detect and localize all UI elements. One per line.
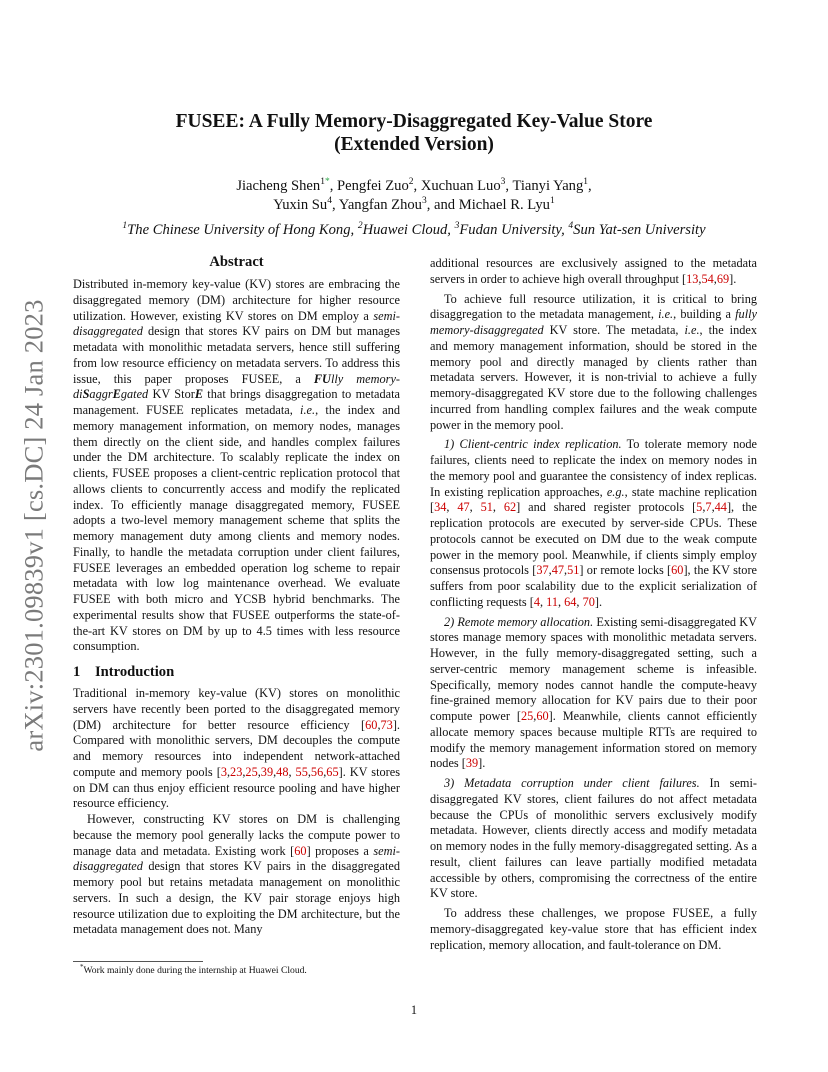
arxiv-stamp: arXiv:2301.09839v1 [cs.DC] 24 Jan 2023 <box>18 298 49 752</box>
paper-title-line-1: FUSEE: A Fully Memory-Disaggregated Key-Value Store <box>175 111 653 132</box>
right-column <box>430 256 757 953</box>
footnote: *Work mainly done during the internship at Huawei Cloud. <box>80 962 307 976</box>
intro-paragraph-proposal: To address these challenges, we propose FUSEE, a fully memory-disaggregated key-value store that has efficient index replication, memory allocation, and fault-tolerance on DM. <box>430 906 757 952</box>
challenge-memory-allocation: 2) Remote memory allocation. Existing semi-disaggregated KV stores manage memory spaces with monolithic metadata servers. However, in the fully memory-disaggregated setting, such a server-centric memory management scheme is infeasible. Specifically, memory nodes cannot handle the compute-heavy fine-grained memory allocation for KV pairs due to their poor compute power [25,60]. Meanwhile, clients cannot efficiently allocate memory spaces because multiple RTTs are required to modify the memory management information stored on memory nodes [39]. <box>430 614 757 771</box>
intro-paragraph-continued: additional resources are exclusively assigned to the metadata servers in order to achieve high overall throughput [13,54,69]. <box>430 256 757 286</box>
abstract-heading: Abstract <box>209 254 264 270</box>
authors-line-1: Jiacheng Shen$^{1*}$, Pengfei Zuo$^2$, Xuchuan Luo$^3$, Tianyi Yang$^1$, <box>236 177 592 194</box>
affiliations: $^1$The Chinese University of Hong Kong, $^2$Huawei Cloud, $^3$Fudan University, $^4$Sun Yat-sen University <box>122 221 706 238</box>
section-number: 1 <box>73 664 81 680</box>
footnote-rule <box>73 961 203 962</box>
intro-paragraph-2: However, constructing KV stores on DM is challenging because the memory pool generally lacks the compute power to manage data and metadata. Existing work [60] proposes a semi-disaggregated design that stores KV pairs in the disaggregated memory pool but retains metadata management on monolithic servers. In such a design, the KV pair storage enjoys high resource utilization due to exploiting the DM architecture, but the metadata management does not. Many <box>73 812 400 937</box>
authors-line-2: Yuxin Su$^4$, Yangfan Zhou$^3$, and Michael R. Lyu$^1$ <box>273 196 555 213</box>
intro-paragraph-3: To achieve full resource utilization, it is critical to bring disaggregation to the metadata management, i.e., building a fully memory-disaggregated KV store. The metadata, i.e., the index and memory management information, should be stored in the memory pool and directly managed by clients rather than metadata servers. However, it is non-trivial to achieve a fully memory-disaggregated KV store due to the following challenges incurred from handling complex failures and the weak compute power in the memory pool. <box>430 291 757 432</box>
section-heading-introduction <box>73 662 400 682</box>
challenge-metadata-corruption: 3) Metadata corruption under client failures. In semi-disaggregated KV stores, client failures do not affect metadata because the CPUs of monolithic servers exclusively modify metadata. However, clients directly access and modify metadata on memory nodes in the fully memory-disaggregated setting. As a result, client failures can leave partially modified metadata accessible by others, compromising the correctness of the entire KV store. <box>430 776 757 901</box>
intro-paragraph-1: Traditional in-memory key-value (KV) stores on monolithic servers have recently been ported to the disaggregated memory (DM) architecture for better resource efficiency [60,73]. Compared with monolithic servers, DM decouples the compute and memory resources into independent network-attached compute and memory pools [3,23,25,39,48, 55,56,65]. KV stores on DM can thus enjoy efficient resource pooling and have higher resource efficiency. <box>73 686 400 811</box>
paper-title-line-2: (Extended Version) <box>334 134 494 155</box>
challenge-index-replication: 1) Client-centric index replication. To tolerate memory node failures, clients need to replicate the index on memory nodes in the memory pool and guarantee the consistency of index replicas. In existing replication approaches, e.g., state machine replication [34, 47, 51, 62] and shared register protocols [5,7,44], the replication protocols are executed by server-side CPUs. These protocols cannot be executed on DM due to the weak compute power in the memory pool. Meanwhile, if clients simply employ consensus protocols [37,47,51] or remote locks [60], the KV store suffers from poor scalability due to the explicit serialization of conflicting requests [4, 11, 64, 70]. <box>430 437 758 609</box>
section-title: Introduction <box>95 664 175 680</box>
abstract-text: Distributed in-memory key-value (KV) stores are embracing the disaggregated memory (DM) architecture for higher resource utilization. However, existing KV stores on DM employ a semi-disaggregated design that stores KV pairs on DM but manages metadata with monolithic metadata servers, hence still suffering from low resource efficiency on metadata servers. To address this issue, this paper proposes FUSEE, a FUlly memory-diSaggrEgated KV StorE that brings disaggregation to metadata management. FUSEE replicates metadata, i.e., the index and memory management information, on memory nodes, manages them directly on the client side, and handles complex failures under the DM architecture. To scalably replicate the index on clients, FUSEE proposes a client-centric replication protocol that allows clients to concurrently access and modify the replicated index. To efficiently manage disaggregated memory, FUSEE adopts a two-level memory management scheme that splits the memory management duty among clients and memory nodes. Finally, to handle the metadata corruption under client failures, FUSEE leverages an embedded operation log scheme to repair metadata with low log maintenance overhead. We evaluate FUSEE with both micro and YCSB hybrid benchmarks. The experimental results show that FUSEE outperforms the state-of-the-art KV stores on DM by up to 4.5 times with less resource consumption. <box>73 277 400 654</box>
left-column <box>73 252 400 938</box>
page-number: 1 <box>410 1003 418 1017</box>
